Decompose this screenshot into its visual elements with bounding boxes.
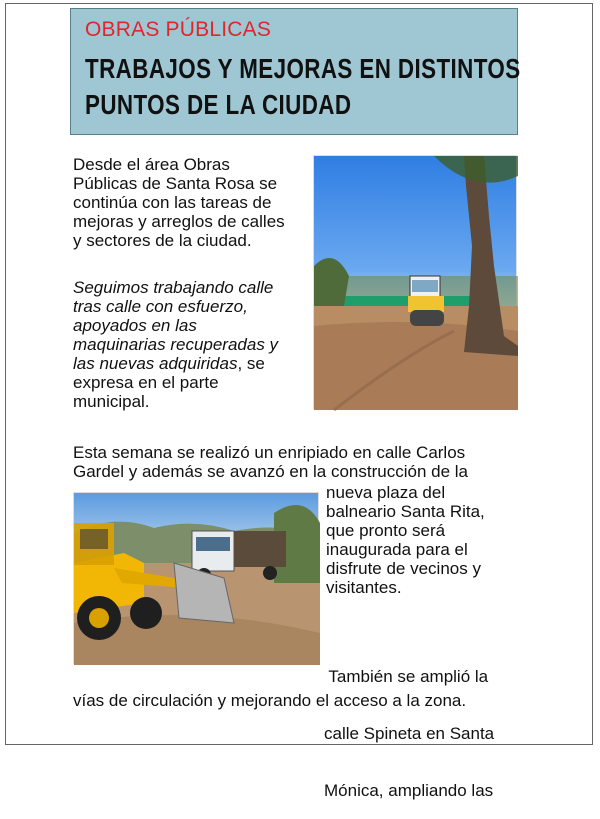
paragraph-3-wrap bbox=[326, 483, 485, 597]
quote-end: las nuevas adquiridas bbox=[73, 354, 238, 373]
road-roller-photo bbox=[313, 155, 517, 409]
quote-tail: , se bbox=[237, 354, 265, 373]
article-header bbox=[70, 8, 521, 135]
headline-line-1: TRABAJOS Y MEJORAS EN DISTINTOS bbox=[85, 53, 521, 84]
text-line: También se amplió la bbox=[324, 667, 489, 686]
road-roller-illustration bbox=[314, 156, 518, 410]
paragraph-3 bbox=[73, 443, 468, 481]
headline-line-2: PUNTOS DE LA CIUDAD bbox=[85, 89, 352, 120]
text-line bbox=[73, 354, 278, 373]
text-line: calle Spineta en Santa bbox=[324, 724, 495, 743]
text-line: disfrute de vecinos y bbox=[326, 559, 481, 578]
paragraph-2-quote bbox=[73, 278, 278, 411]
text-line: Mónica, ampliando las bbox=[324, 781, 494, 800]
loader-illustration bbox=[74, 493, 320, 665]
paragraph-1 bbox=[73, 155, 285, 250]
text-line: Gardel y además se avanzó en la construcción de la bbox=[73, 462, 469, 481]
paragraph-4-end: vías de circulación y mejorando el acceso a la zona. bbox=[73, 691, 467, 710]
text-line: Seguimos trabajando calle bbox=[73, 278, 274, 297]
text-line: visitantes. bbox=[326, 578, 402, 597]
text-line: balneario Santa Rita, bbox=[326, 502, 485, 521]
text-line: Desde el área Obras bbox=[73, 155, 230, 174]
text-line: expresa en el parte bbox=[73, 373, 219, 392]
text-line: municipal. bbox=[73, 392, 150, 411]
section-kicker: OBRAS PÚBLICAS bbox=[85, 18, 272, 41]
text-line: Públicas de Santa Rosa se bbox=[73, 174, 278, 193]
loader-truck-photo bbox=[73, 492, 319, 664]
text-line: y sectores de la ciudad. bbox=[73, 231, 252, 250]
text-line: maquinarias recuperadas y bbox=[73, 335, 279, 354]
text-line: mejoras y arreglos de calles bbox=[73, 212, 285, 231]
text-line: inaugurada para el bbox=[326, 540, 468, 559]
paragraph-4-wrap bbox=[324, 629, 494, 819]
text-line: Esta semana se realizó un enripiado en calle Carlos bbox=[73, 443, 466, 462]
text-line: apoyados en las bbox=[73, 316, 197, 335]
text-line: nueva plaza del bbox=[326, 483, 446, 502]
text-line: tras calle con esfuerzo, bbox=[73, 297, 248, 316]
headline bbox=[85, 51, 521, 123]
text-line: que pronto será bbox=[326, 521, 446, 540]
text-line: continúa con las tareas de bbox=[73, 193, 272, 212]
